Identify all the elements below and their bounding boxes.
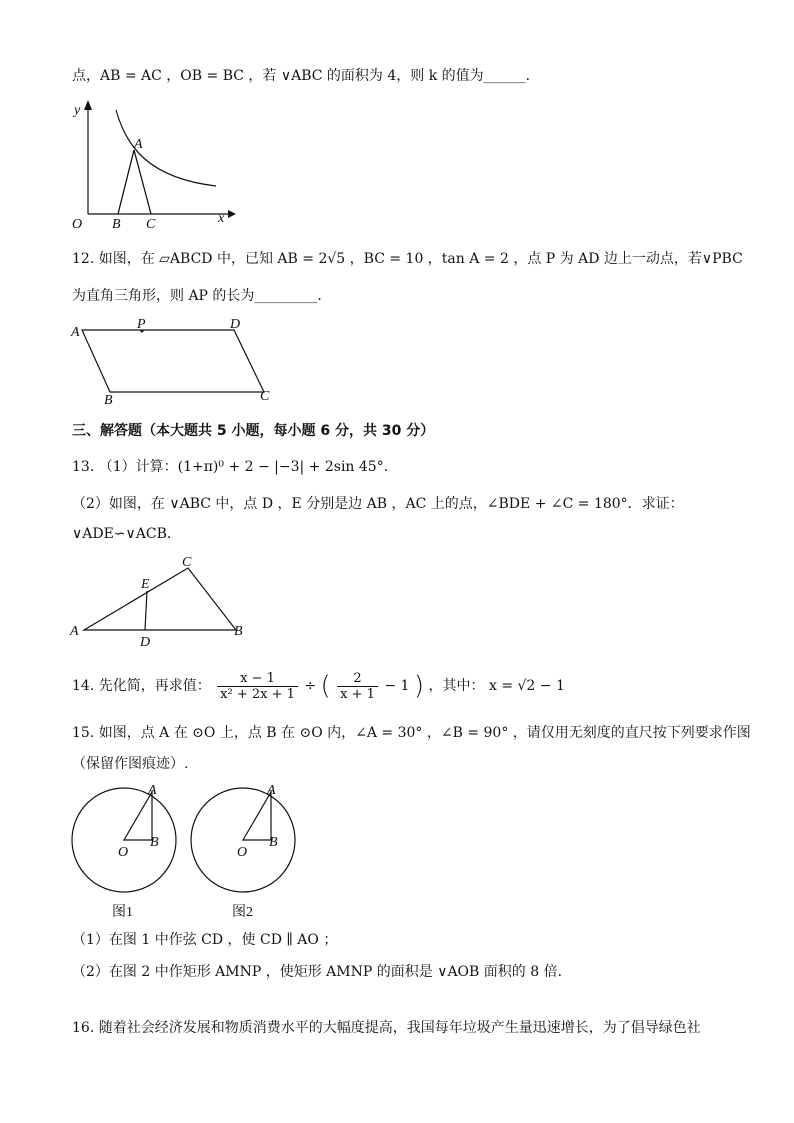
q14-fraction-2-denominator: x + 1 (340, 686, 375, 702)
q14-fraction-2-numerator: 2 (337, 671, 378, 687)
q12-label-c: C (260, 389, 270, 404)
q15-fig2-caption: 图2 (232, 905, 253, 920)
q14-paren-open: ( (320, 671, 331, 701)
q12-label-p: P (137, 317, 146, 332)
q11-label-b: B (112, 217, 121, 232)
section-3-heading: 三、解答题（本大题共 5 小题，每小题 6 分，共 30 分） (72, 423, 435, 439)
q14-fraction-1-numerator: x − 1 (217, 671, 298, 687)
q15-fig1-caption: 图1 (112, 905, 133, 920)
q15-text-line2: （保留作图痕迹）. (72, 756, 189, 772)
q15-fig2-label-b: B (269, 835, 278, 850)
q14-minus-one: − 1 (384, 678, 410, 694)
q12-text-line2: 为直角三角形，则 AP 的长为_________． (72, 288, 332, 304)
q14-paren-close: ) (413, 671, 425, 701)
q12-figure (68, 314, 280, 406)
q12-label-a: A (71, 325, 80, 340)
q11-label-c: C (146, 217, 156, 232)
q11-label-a: A (134, 137, 143, 152)
q11-figure (68, 96, 238, 232)
q13-figure (68, 550, 258, 650)
q15-text-line1: 15. 如图，点 A 在 ⊙O 上，点 B 在 ⊙O 内，∠A = 30° ，∠B = 90° ，请仅用无刻度的直尺按下列要求作图 (72, 725, 751, 741)
q14-fraction-1-denominator: x² + 2x + 1 (220, 686, 295, 702)
q13-label-b: B (234, 624, 243, 639)
q12-label-d: D (230, 317, 241, 332)
q15-fig1-label-o: O (118, 845, 129, 860)
q13-part2-line1: （2）如图，在 ∨ABC 中，点 D ，E 分别是边 AB ，AC 上的点，∠BDE + ∠C = 180°．求证： (72, 496, 684, 512)
q15-fig2-label-a: A (267, 783, 276, 798)
q14-fraction-2 (337, 671, 378, 702)
q15-fig2-label-o: O (237, 845, 248, 860)
q15-figure-1 (72, 783, 176, 920)
q14-prefix: 14. 先化简，再求值： (72, 678, 211, 694)
q13-label-a: A (70, 624, 79, 639)
q12-text-line1: 12. 如图，在 ▱ABCD 中，已知 AB = 2√5 ，BC = 10 ，tan A = 2 ，点 P 为 AD 边上一动点，若∨PBC (72, 251, 743, 267)
q13-label-c: C (182, 555, 192, 570)
q13-label-e: E (141, 577, 150, 592)
q12-label-b: B (104, 393, 113, 406)
q13-label-d: D (140, 635, 151, 650)
q14-fraction-1 (217, 671, 298, 702)
q11-text: 点，AB = AC ，OB = BC ，若 ∨ABC 的面积为 4，则 k 的值为______． (72, 68, 540, 84)
q11-label-o: O (72, 217, 83, 232)
q16-text-line1: 16. 随着社会经济发展和物质消费水平的大幅度提高，我国每年垃圾产生量迅速增长，为了倡导绿色社 (72, 1020, 701, 1036)
q15-fig1-label-b: B (150, 835, 159, 850)
q15-figures (66, 776, 306, 924)
q14-divide-sign: ÷ (304, 678, 317, 694)
q13-part1: 13. （1）计算：(1+π)⁰ + 2 − |−3| + 2sin 45°． (72, 459, 398, 475)
q15-task2: （2）在图 2 中作矩形 AMNP ，使矩形 AMNP 的面积是 ∨AOB 面积的 8 倍． (72, 964, 572, 980)
q13-part2-line2: ∨ADE∽∨ACB． (72, 526, 181, 542)
q15-fig1-label-a: A (148, 783, 157, 798)
q14-text (72, 664, 565, 708)
q11-label-x: x (218, 211, 225, 226)
q14-suffix: ，其中： x = √2 − 1 (428, 678, 565, 694)
q15-figure-2 (191, 783, 295, 920)
q11-label-y: y (74, 103, 81, 118)
q15-task1: （1）在图 1 中作弦 CD ，使 CD ∥ AO ； (72, 932, 338, 948)
